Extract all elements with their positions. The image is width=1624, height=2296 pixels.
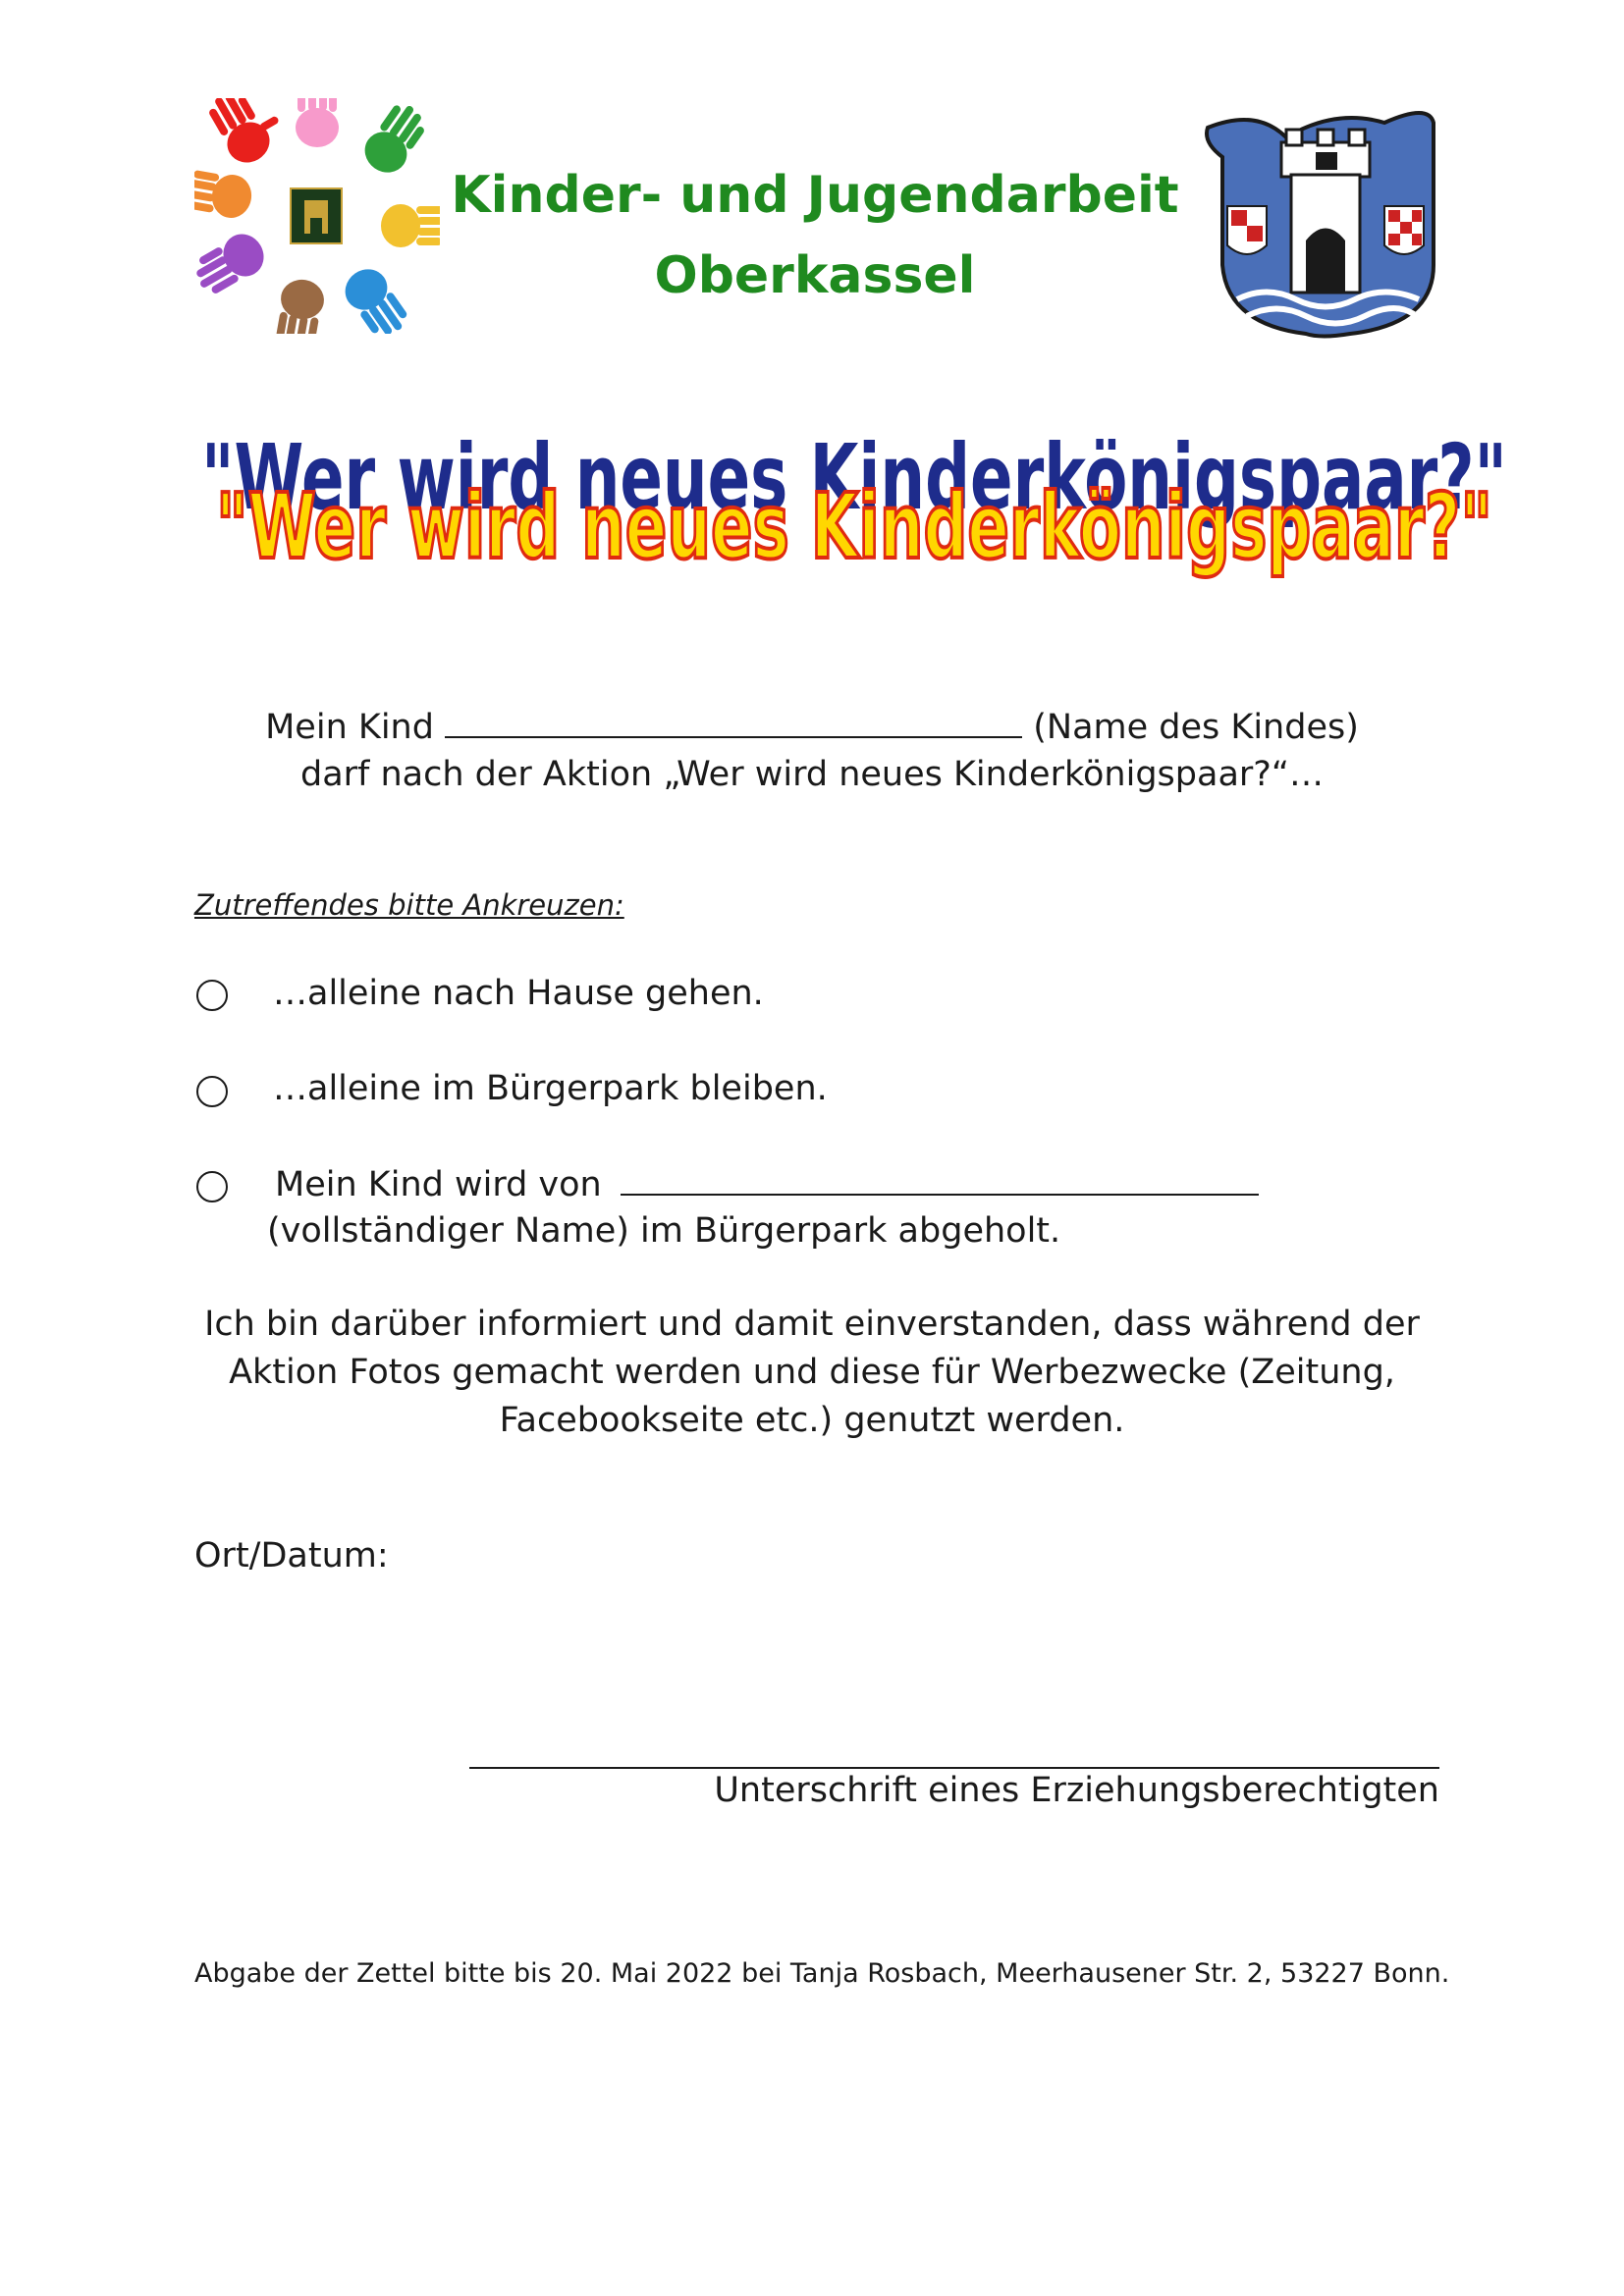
- option-pickup-label: [275, 1164, 1259, 1204]
- photo-consent-text: Ich bin darüber informiert und damit einverstanden, dass während der Aktion Fotos gemacht werden und diese für Werbezwecke (Zeitung, Facebookseite etc.) genutzt werden.: [204, 1305, 1420, 1440]
- child-name-field[interactable]: [445, 707, 1022, 738]
- option-pickup-line2: (vollständiger Name) im Bürgerpark abgeholt.: [267, 1211, 1061, 1251]
- hands-circle-logo: [194, 98, 440, 334]
- event-line: darf nach der Aktion „Wer wird neues Kinderkönigspaar?“…: [299, 755, 1324, 794]
- signature-label: Unterschrift eines Erziehungsberechtigten: [714, 1771, 1439, 1810]
- child-name-prefix: Mein Kind: [265, 708, 434, 747]
- event-title-banner: [182, 432, 1527, 599]
- option-pickup-prefix: Mein Kind wird von: [275, 1165, 602, 1204]
- coat-of-arms-logo: [1188, 98, 1453, 344]
- header-title-line2: Oberkassel: [654, 246, 976, 305]
- option-home-label: …alleine nach Hause gehen.: [273, 974, 764, 1013]
- submission-note: Abgabe der Zettel bitte bis 20. Mai 2022 bei Tanja Rosbach, Meerhausener Str. 2, 53227 Bonn.: [194, 1958, 1450, 1989]
- option-home-radio[interactable]: [196, 980, 228, 1011]
- instruction-text: Zutreffendes bitte Ankreuzen:: [194, 888, 624, 922]
- tower-emblem-icon: [291, 188, 342, 243]
- option-pickup-radio[interactable]: [196, 1171, 228, 1202]
- svg-text:"Wer wird neues Kinderkönigspa: "Wer wird neues Kinderkönigspaar?": [201, 432, 1507, 530]
- pickup-name-field[interactable]: [621, 1164, 1259, 1196]
- place-date-label: Ort/Datum:: [194, 1536, 389, 1575]
- header-title: [422, 155, 1208, 316]
- option-park-radio[interactable]: [196, 1076, 228, 1107]
- header-title-line1: Kinder- und Jugendarbeit: [451, 166, 1179, 225]
- child-name-line: [0, 707, 1624, 747]
- signature-field[interactable]: [469, 1767, 1439, 1769]
- child-name-suffix: (Name des Kindes): [1033, 708, 1359, 747]
- svg-text:"Wer wird neues Kinderkönigspa: "Wer wird neues Kinderkönigspaar?": [216, 474, 1492, 579]
- castle-tower-icon: [1281, 130, 1370, 293]
- option-park-label: …alleine im Bürgerpark bleiben.: [273, 1069, 828, 1108]
